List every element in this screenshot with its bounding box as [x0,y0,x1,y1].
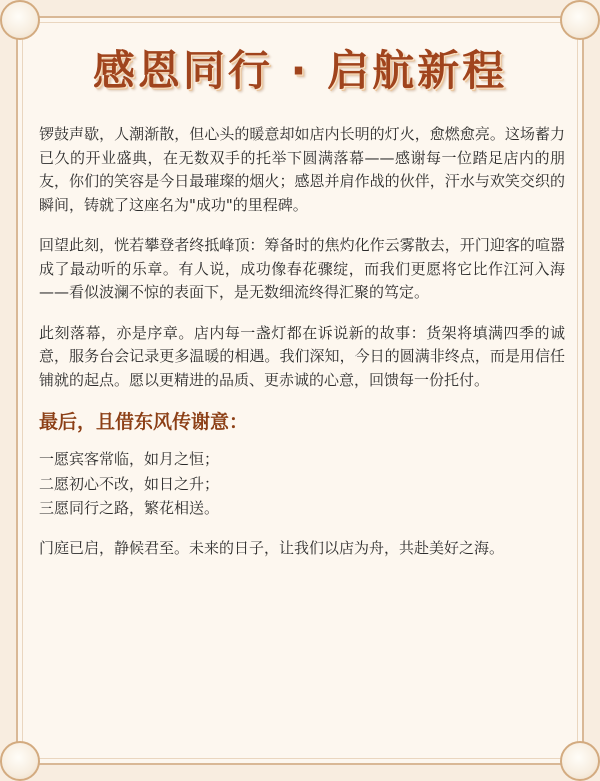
letter-body [39,123,565,577]
closing-paragraph: 门庭已启，静候君至。未来的日子，让我们以店为舟，共赴美好之海。 [39,538,505,557]
corner-ornament-icon [560,741,600,781]
corner-ornament-icon [0,741,40,781]
wish-item: 二愿初心不改，如日之升； [39,474,220,493]
wishes-heading: 最后，且借东风传谢意： [39,411,249,433]
corner-ornament-icon [0,0,40,40]
wish-item: 一愿宾客常临，如月之恒； [39,450,220,468]
wish-item: 三愿同行之路，繁花相送。 [39,499,220,517]
corner-ornament-icon [560,0,600,40]
page-title: 感恩同行 · 启航新程 [92,46,508,95]
paragraph-reflection: 回望此刻，恍若攀登者终抵峰顶：筹备时的焦灼化作云雾散去，开门迎客的喧嚣成了最动听的乐章。有人说，成功像春花骤绽，而我们更愿将它比作江河入海——看似波澜不惊的表面下，是无数细流终得汇聚的笃定。 [39,236,565,301]
paragraph-gratitude: 锣鼓声歇，人潮渐散，但心头的暖意却如店内长明的灯火，愈燃愈亮。这场蓄力已久的开业盛典，在无数双手的托举下圆满落幕——感谢每一位踏足店内的朋友，你们的笑容是今日最璀璨的烟火；感恩并肩作战的伙伴，汗水与欢笑交织的瞬间，铸就了这座名为"成功"的里程碑。 [39,125,565,214]
wishes-list [39,447,565,521]
paragraph-new-chapter: 此刻落幕，亦是序章。店内每一盏灯都在诉说新的故事：货架将填满四季的诚意，服务台会记录更多温暖的相遇。我们深知，今日的圆满非终点，而是用信任铺就的起点。愿以更精进的品质、更赤诚的心意，回馈每一份托付。 [39,323,565,389]
